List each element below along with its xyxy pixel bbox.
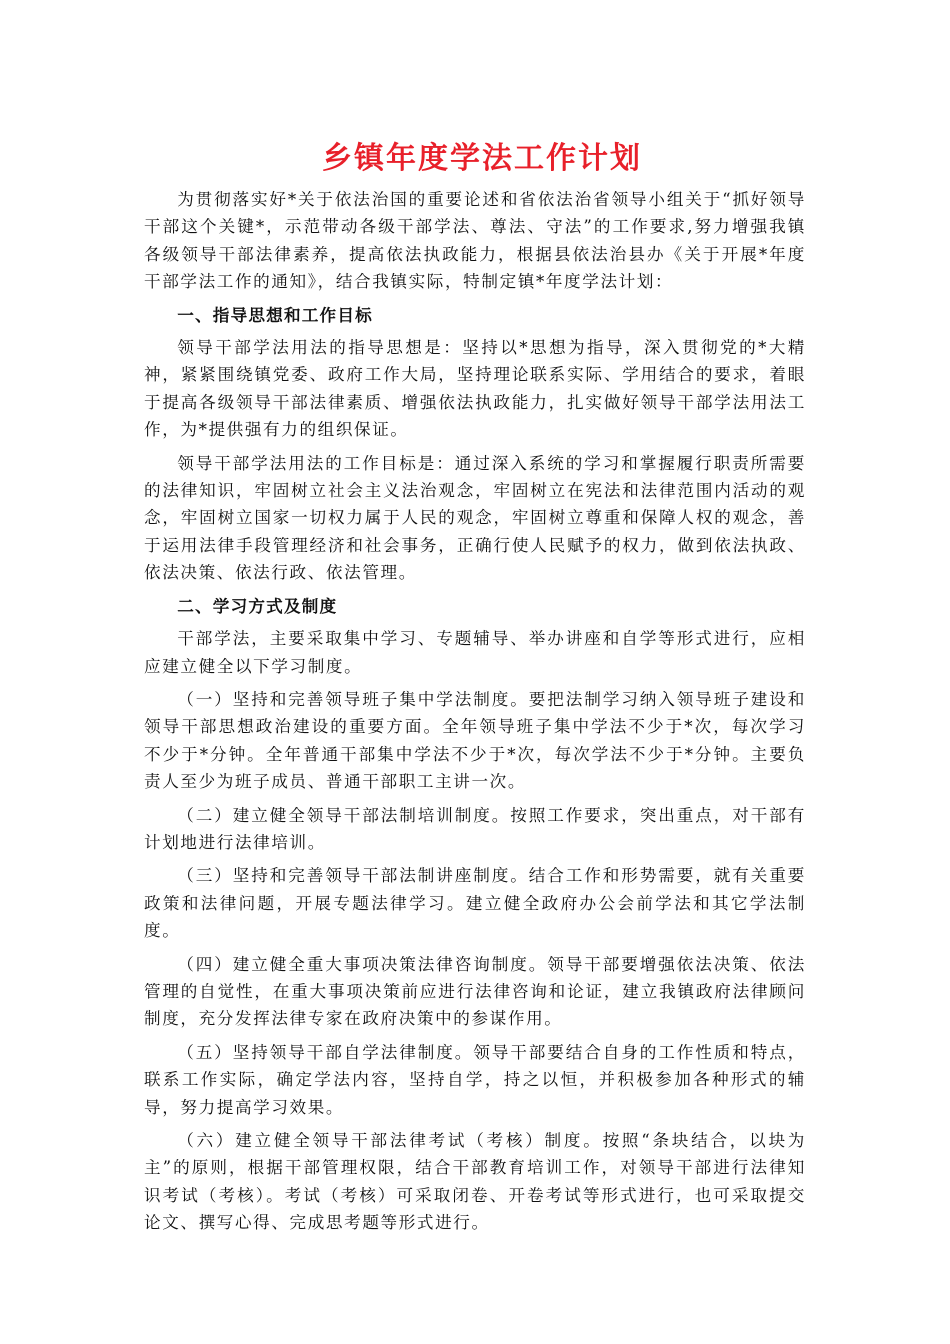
- intro-paragraph: 为贯彻落实好*关于依法治国的重要论述和省依法治省领导小组关于“抓好领导干部这个关键*，示范带动各级干部学法、尊法、守法”的工作要求,努力增强我镇各级领导干部法律素养，提高依法执政能力，根据县依法治县办《关于开展*年度干部学法工作的通知》，结合我镇实际，特制定镇*年度学法计划：: [144, 190, 806, 292]
- rule-1-paragraph: （一）坚持和完善领导班子集中学法制度。要把法制学习纳入领导班子建设和领导干部思想政治建设的重要方面。全年领导班子集中学法不少于*次，每次学习不少于*分钟。全年普通干部集中学法不少于*次，每次学法不少于*分钟。主要负责人至少为班子成员、普通干部职工主讲一次。: [144, 689, 806, 792]
- document-title: 乡镇年度学法工作计划: [322, 141, 642, 176]
- guiding-thought-paragraph: 领导干部学法用法的指导思想是：坚持以*思想为指导，深入贯彻党的*大精神，紧紧围绕镇党委、政府工作大局，坚持理论联系实际、学用结合的要求，着眼于提高各级领导干部法律素质、增强依法执政能力，扎实做好领导干部学法用法工作，为*提供强有力的组织保证。: [144, 338, 806, 440]
- document-body: [144, 132, 806, 1243]
- section-heading-guiding-principles: 一、指导思想和工作目标: [177, 305, 373, 325]
- study-methods-paragraph: 干部学法，主要采取集中学习、专题辅导、举办讲座和自学等形式进行，应相应建立健全以下学习制度。: [144, 629, 806, 676]
- section-heading-study-methods: 二、学习方式及制度: [177, 596, 338, 616]
- rule-2-paragraph: （二）建立健全领导干部法制培训制度。按照工作要求，突出重点，对干部有计划地进行法律培训。: [144, 805, 806, 852]
- rule-6-paragraph: （六）建立健全领导干部法律考试（考核）制度。按照“条块结合，以块为主”的原则，根据干部管理权限，结合干部教育培训工作，对领导干部进行法律知识考试（考核）。考试（考核）可采取闭卷、开卷考试等形式进行，也可采取提交论文、撰写心得、完成思考题等形式进行。: [144, 1131, 806, 1233]
- rule-3-paragraph: （三）坚持和完善领导干部法制讲座制度。结合工作和形势需要，就有关重要政策和法律问题，开展专题法律学习。建立健全政府办公会前学法和其它学法制度。: [144, 866, 806, 941]
- work-goal-paragraph: 领导干部学法用法的工作目标是：通过深入系统的学习和掌握履行职责所需要的法律知识，牢固树立社会主义法治观念，牢固树立在宪法和法律范围内活动的观念，牢固树立国家一切权力属于人民的观念，牢固树立尊重和保障人权的观念，善于运用法律手段管理经济和社会事务，正确行使人民赋予的权力，做到依法执政、依法决策、依法行政、依法管理。: [144, 453, 806, 583]
- rule-4-paragraph: （四）建立健全重大事项决策法律咨询制度。领导干部要增强依法决策、依法管理的自觉性，在重大事项决策前应进行法律咨询和论证，建立我镇政府法律顾问制度，充分发挥法律专家在政府决策中的参谋作用。: [144, 954, 806, 1029]
- rule-5-paragraph: （五）坚持领导干部自学法律制度。领导干部要结合自身的工作性质和特点，联系工作实际，确定学法内容，坚持自学，持之以恒，并积极参加各种形式的辅导，努力提高学习效果。: [144, 1042, 806, 1117]
